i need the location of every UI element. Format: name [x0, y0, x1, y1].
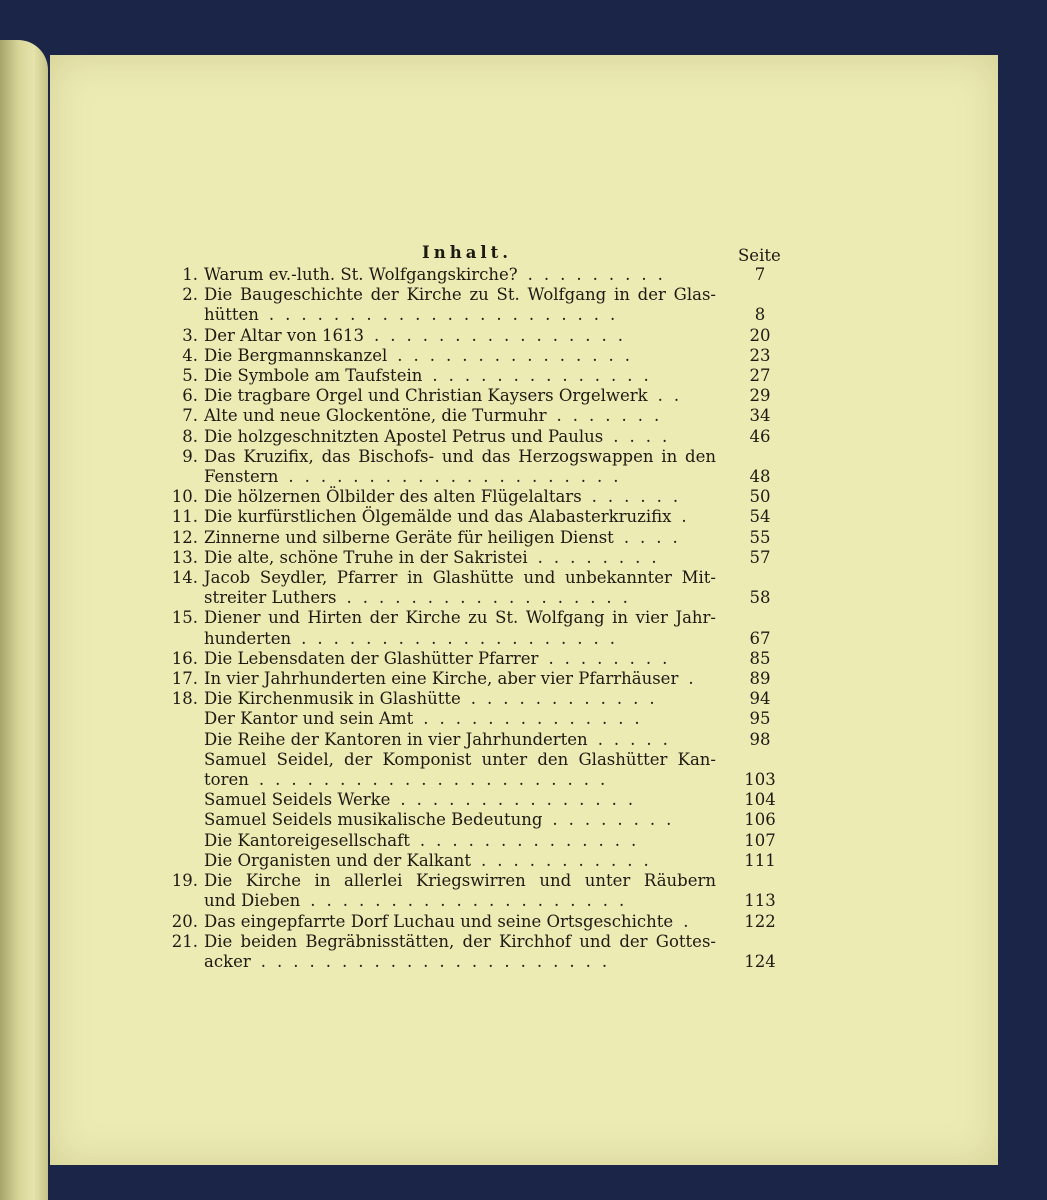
- entry-number: 20.: [171, 911, 198, 931]
- entry-title-text: acker: [204, 951, 251, 971]
- entry-title-line: [204, 730, 716, 750]
- entry-title-text: Fenstern: [204, 467, 279, 487]
- toc-heading-row: [160, 243, 800, 263]
- entry-title-line: [204, 447, 716, 467]
- entry-title-line: [204, 548, 716, 568]
- entry-title-text: Die Baugeschichte der Kirche zu St. Wolfgang in der Glas-: [204, 285, 716, 305]
- entry-page-number: 67: [749, 628, 771, 648]
- entry-title-text: Samuel Seidel, der Komponist unter den Glashütter Kan-: [204, 749, 716, 769]
- entry-title-text: toren: [204, 770, 249, 790]
- entry-title-text: Samuel Seidels musikalische Bedeutung: [204, 810, 543, 830]
- dot-leader: ........: [537, 547, 668, 567]
- entry-title-text: Jacob Seydler, Pfarrer in Glashütte und unbekannter Mit-: [204, 568, 716, 588]
- entry-title-text: streiter Luthers: [204, 588, 337, 608]
- entry-title-line: [204, 709, 716, 729]
- entry-page-number: 95: [749, 709, 771, 729]
- entry-title-line: [204, 285, 716, 305]
- entry-title-line: [204, 669, 716, 689]
- entry-page-number: 104: [744, 790, 776, 810]
- entry-number: 5.: [182, 366, 198, 386]
- entry-number: 2.: [182, 285, 198, 305]
- dot-leader: ......: [591, 487, 690, 507]
- entry-title-line: [204, 608, 716, 628]
- entry-title-text: Die Organisten und der Kalkant: [204, 850, 472, 870]
- toc-entry: [160, 649, 800, 669]
- entry-title-text: Die Symbole am Taufstein: [204, 366, 423, 386]
- dot-leader: .: [688, 669, 705, 689]
- entry-page-number: 111: [744, 850, 776, 870]
- entry-title-line: [204, 952, 716, 972]
- toc-entry: [160, 487, 800, 507]
- entry-title-text: und Dieben: [204, 891, 301, 911]
- toc-subentry: [160, 851, 800, 871]
- entry-number: 18.: [171, 689, 198, 709]
- toc-entry: [160, 528, 800, 548]
- dot-leader: ............: [470, 689, 666, 709]
- dot-leader: ...............: [400, 790, 645, 810]
- toc-entry: [160, 669, 800, 689]
- toc-entries: [160, 265, 800, 972]
- entry-title-line: [204, 487, 716, 507]
- entry-title-text: Samuel Seidels Werke: [204, 790, 391, 810]
- entry-title-line: [204, 831, 716, 851]
- entry-page-number: 48: [749, 467, 771, 487]
- toc-entry: [160, 507, 800, 527]
- dot-leader: ......................: [260, 951, 619, 971]
- entry-number: 3.: [182, 325, 198, 345]
- entry-number: 11.: [171, 507, 198, 527]
- entry-title-text: Das Kruzifix, das Bischofs- und das Herzogswappen in den: [204, 446, 716, 466]
- entry-title-text: Die Reihe der Kantoren in vier Jahrhunderten: [204, 729, 588, 749]
- dot-leader: ..................: [346, 588, 639, 608]
- entry-title-line: [204, 326, 716, 346]
- toc-entry: [160, 689, 800, 709]
- entry-number: 10.: [171, 487, 198, 507]
- book-spine: [0, 40, 48, 1200]
- entry-title-line: [204, 366, 716, 386]
- entry-title-line: [204, 891, 716, 911]
- entry-title-line: [204, 770, 716, 790]
- entry-page-number: 58: [749, 588, 771, 608]
- entry-title-text: Die Kirche in allerlei Kriegswirren und unter Räubern: [204, 871, 716, 891]
- entry-page-number: 94: [749, 689, 771, 709]
- dot-leader: ....................: [301, 628, 627, 648]
- toc-entry: [160, 548, 800, 568]
- entry-title-line: [204, 528, 716, 548]
- entry-title-line: [204, 871, 716, 891]
- dot-leader: ....................: [310, 891, 636, 911]
- entry-title-line: [204, 649, 716, 669]
- entry-title-text: Die tragbare Orgel und Christian Kaysers Orgelwerk: [204, 386, 648, 406]
- dot-leader: ...........: [481, 850, 660, 870]
- dot-leader: ...............: [397, 345, 641, 365]
- entry-title-text: hunderten: [204, 628, 292, 648]
- entry-title-text: Die alte, schöne Truhe in der Sakristei: [204, 547, 528, 567]
- dot-leader: .....................: [288, 467, 630, 487]
- page-column-title: Seite: [738, 246, 781, 265]
- entry-title-line: [204, 932, 716, 952]
- dot-leader: ....: [613, 426, 679, 446]
- entry-title-line: [204, 912, 716, 932]
- entry-number: 15.: [171, 608, 198, 628]
- toc-subentry: [160, 709, 800, 729]
- toc-subentry: [160, 750, 800, 790]
- entry-title-line: [204, 810, 716, 830]
- entry-number: 12.: [171, 527, 198, 547]
- entry-title-text: Die beiden Begräbnisstätten, der Kirchhof und der Gottes-: [204, 931, 716, 951]
- toc-entry: [160, 568, 800, 608]
- dot-leader: ..............: [432, 366, 660, 386]
- entry-number: 8.: [182, 426, 198, 446]
- dot-leader: ..: [657, 386, 691, 406]
- entry-number: 4.: [182, 345, 198, 365]
- entry-page-number: 124: [744, 951, 776, 971]
- dot-leader: .: [681, 507, 698, 527]
- dot-leader: .......: [556, 406, 671, 426]
- dot-leader: ......................: [268, 305, 627, 325]
- toc-subentry: [160, 831, 800, 851]
- toc-subentry: [160, 810, 800, 830]
- toc-title: Inhalt.: [422, 243, 513, 262]
- toc-entry: [160, 932, 800, 972]
- entry-title-text: In vier Jahrhunderten eine Kirche, aber vier Pfarrhäuser: [204, 669, 679, 689]
- toc-entry: [160, 386, 800, 406]
- dot-leader: ....: [623, 527, 689, 547]
- entry-page-number: 113: [744, 891, 776, 911]
- dot-leader: ..............: [419, 830, 648, 850]
- toc-entry: [160, 427, 800, 447]
- entry-number: 9.: [182, 446, 198, 466]
- entry-title-line: [204, 851, 716, 871]
- toc-entry: [160, 326, 800, 346]
- entry-title-text: Die Lebensdaten der Glashütter Pfarrer: [204, 648, 539, 668]
- entry-title-line: [204, 427, 716, 447]
- entry-title-text: Der Kantor und sein Amt: [204, 709, 414, 729]
- entry-title-text: Der Altar von 1613: [204, 325, 365, 345]
- entry-page-number: 98: [749, 729, 771, 749]
- dot-leader: ........: [552, 810, 683, 830]
- toc-subentry: [160, 730, 800, 750]
- toc-entry: [160, 265, 800, 285]
- entry-title-line: [204, 629, 716, 649]
- entry-page-number: 107: [744, 830, 776, 850]
- entry-title-line: [204, 588, 716, 608]
- entry-title-line: [204, 790, 716, 810]
- dot-leader: .: [683, 911, 700, 931]
- entry-title-text: Diener und Hirten der Kirche zu St. Wolfgang in vier Jahr-: [204, 608, 716, 628]
- table-of-contents: [160, 243, 800, 972]
- dot-leader: .........: [527, 265, 674, 284]
- entry-title-line: [204, 689, 716, 709]
- entry-title-line: [204, 386, 716, 406]
- entry-title-line: [204, 305, 716, 325]
- entry-page-number: 46: [749, 426, 771, 446]
- entry-title-line: [204, 406, 716, 426]
- entry-number: 16.: [171, 648, 198, 668]
- entry-page-number: 122: [744, 911, 776, 931]
- entry-page-number: 106: [744, 810, 776, 830]
- entry-page-number: 50: [749, 487, 771, 507]
- entry-page-number: 23: [749, 345, 771, 365]
- entry-number: 14.: [171, 568, 198, 588]
- entry-number: 13.: [171, 547, 198, 567]
- entry-title-line: [204, 507, 716, 527]
- toc-entry: [160, 912, 800, 932]
- entry-number: 6.: [182, 386, 198, 406]
- entry-number: 17.: [171, 669, 198, 689]
- entry-page-number: 103: [744, 770, 776, 790]
- entry-title-text: Alte und neue Glockentöne, die Turmuhr: [204, 406, 547, 426]
- entry-page-number: 7: [754, 265, 766, 284]
- entry-title-text: Warum ev.-luth. St. Wolfgangskirche?: [204, 265, 518, 284]
- toc-entry: [160, 346, 800, 366]
- entry-title-text: Die Bergmannskanzel: [204, 345, 388, 365]
- entry-page-number: 89: [749, 669, 771, 689]
- entry-number: 19.: [171, 871, 198, 891]
- entry-title-text: Das eingepfarrte Dorf Luchau und seine Ortsgeschichte: [204, 911, 674, 931]
- entry-number: 1.: [182, 265, 198, 284]
- entry-page-number: 85: [749, 648, 771, 668]
- toc-entry: [160, 871, 800, 911]
- dot-leader: ................: [374, 325, 634, 345]
- toc-subentry: [160, 790, 800, 810]
- dot-leader: ..............: [423, 709, 651, 729]
- entry-page-number: 55: [749, 527, 771, 547]
- toc-entry: [160, 608, 800, 648]
- entry-title-text: Die hölzernen Ölbilder des alten Flügelaltars: [204, 487, 582, 507]
- toc-entry: [160, 406, 800, 426]
- entry-page-number: 54: [749, 507, 771, 527]
- dot-leader: .....: [597, 729, 679, 749]
- entry-page-number: 20: [749, 325, 771, 345]
- entry-title-text: Die Kirchenmusik in Glashütte: [204, 689, 461, 709]
- entry-title-text: Die Kantoreigesellschaft: [204, 830, 410, 850]
- entry-title-line: [204, 265, 716, 285]
- entry-title-text: Die kurfürstlichen Ölgemälde und das Alabasterkruzifix: [204, 507, 672, 527]
- entry-page-number: 29: [749, 386, 771, 406]
- entry-number: 7.: [182, 406, 198, 426]
- dot-leader: ........: [548, 648, 679, 668]
- entry-title-line: [204, 568, 716, 588]
- toc-entry: [160, 366, 800, 386]
- toc-entry: [160, 285, 800, 325]
- entry-page-number: 27: [749, 366, 771, 386]
- entry-title-text: hütten: [204, 305, 259, 325]
- entry-title-text: Zinnerne und silberne Geräte für heiligen Dienst: [204, 527, 614, 547]
- entry-title-line: [204, 467, 716, 487]
- entry-page-number: 34: [749, 406, 771, 426]
- entry-title-line: [204, 750, 716, 770]
- entry-title-text: Die holzgeschnitzten Apostel Petrus und Paulus: [204, 426, 604, 446]
- entry-number: 21.: [171, 931, 198, 951]
- entry-page-number: 57: [749, 547, 771, 567]
- dot-leader: ......................: [258, 770, 617, 790]
- entry-title-line: [204, 346, 716, 366]
- toc-entry: [160, 447, 800, 487]
- entry-page-number: 8: [754, 305, 766, 325]
